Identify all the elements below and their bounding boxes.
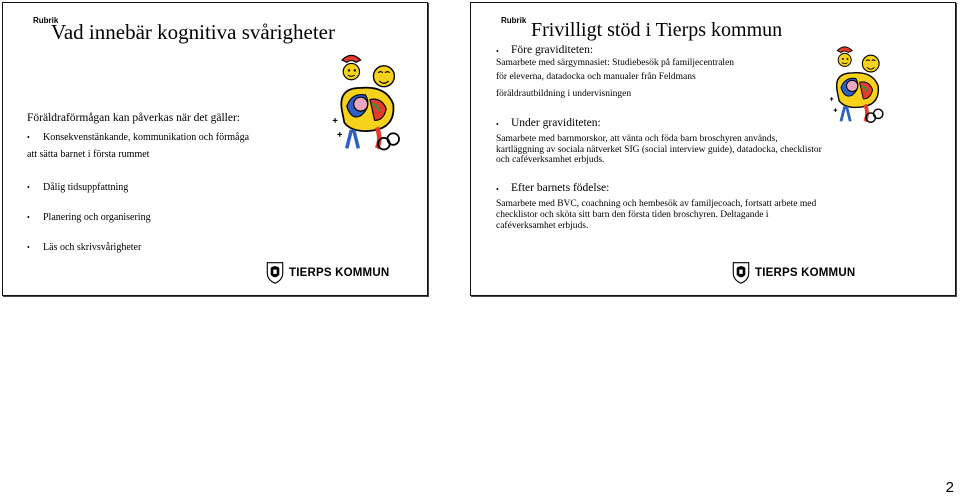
section-1-line-3: föräldrautbildning i undervisningen (496, 89, 632, 99)
bullet-1-line-1: Konsekvenstänkande, kommunikation och förmåga (43, 132, 250, 143)
family-clipart-icon (818, 45, 890, 125)
logo-text: TIERPS KOMMUN (289, 267, 390, 279)
bullet-2: Dålig tidsuppfattning (43, 182, 129, 193)
section-2-heading: Under graviditeten: (511, 117, 601, 129)
rubrik-label: Rubrik (501, 16, 527, 25)
crest-icon (265, 261, 285, 285)
rubrik-label: Rubrik (33, 16, 59, 25)
intro-text: Föräldraförmågan kan påverkas när det gäller: (27, 112, 240, 124)
section-3-line-1: Samarbete med BVC, coachning och hembesök av familjecoach, fortsatt arbete med (496, 199, 817, 209)
slide-2: Rubrik Frivilligt stöd i Tierps kommun • Före graviditeten: Samarbete med särgymnasiet: Studiebesök på familjecentralen för eleverna, datadocka och manualer från Feldmans föräldrautbildning i undervisningen • Under graviditeten: Samarbete med barnmorskor, att vänta och föda barn broschyren används, kartläggning av sociala nätverket SIG (social interview guide), datadocka, checklistor och caféverksamhet erbjuds. • Efter barnets födelse: Samarbete med BVC, coachning och hembesök av familjecoach, fortsatt arbete med checklistor och sköta sitt barn den första tiden broschyren. Deltagande i caféverksamhet erbjuds. TIERPS KOMMUN (470, 2, 956, 296)
section-1-line-1: Samarbete med särgymnasiet: Studiebesök på familjecentralen (496, 58, 735, 68)
bullet-4: Läs och skrivsvårigheter (43, 242, 142, 253)
slide-2-title: Frivilligt stöd i Tierps kommun (531, 19, 783, 41)
section-2-line-2: kartläggning av sociala nätverket SIG (social interview guide), datadocka, checklistor (496, 145, 822, 155)
family-clipart-icon (325, 53, 401, 153)
bullet-1-line-2: att sätta barnet i första rummet (27, 149, 150, 160)
slide-1-title: Vad innebär kognitiva svårigheter (51, 20, 335, 44)
section-3-line-2: checklistor och sköta sitt barn den första tiden broschyren. Deltagande i (496, 210, 769, 220)
crest-icon (731, 261, 751, 285)
section-3-line-3: caféverksamhet erbjuds. (496, 221, 589, 231)
section-2-line-3: och caféverksamhet erbjuds. (496, 155, 605, 165)
page-number: 2 (945, 479, 954, 496)
bullet-3: Planering och organisering (43, 212, 151, 223)
tierps-kommun-logo (731, 261, 855, 285)
section-1-heading: Före graviditeten: (511, 44, 594, 56)
section-3-heading: Efter barnets födelse: (511, 182, 610, 194)
logo-text: TIERPS KOMMUN (755, 267, 856, 279)
section-2-line-1: Samarbete med barnmorskor, att vänta och föda barn broschyren används, (496, 134, 778, 144)
tierps-kommun-logo (265, 261, 389, 285)
slide-1: Rubrik Vad innebär kognitiva svårigheter Föräldraförmågan kan påverkas när det gäller: • Konsekvenstänkande, kommunikation och förmåga att sätta barnet i första rummet • Dålig tidsuppfattning • Planering och organisering • Läs och skrivsvårigheter TIERPS KOMMUN (2, 2, 428, 296)
section-1-line-2: för eleverna, datadocka och manualer från Feldmans (496, 72, 696, 82)
